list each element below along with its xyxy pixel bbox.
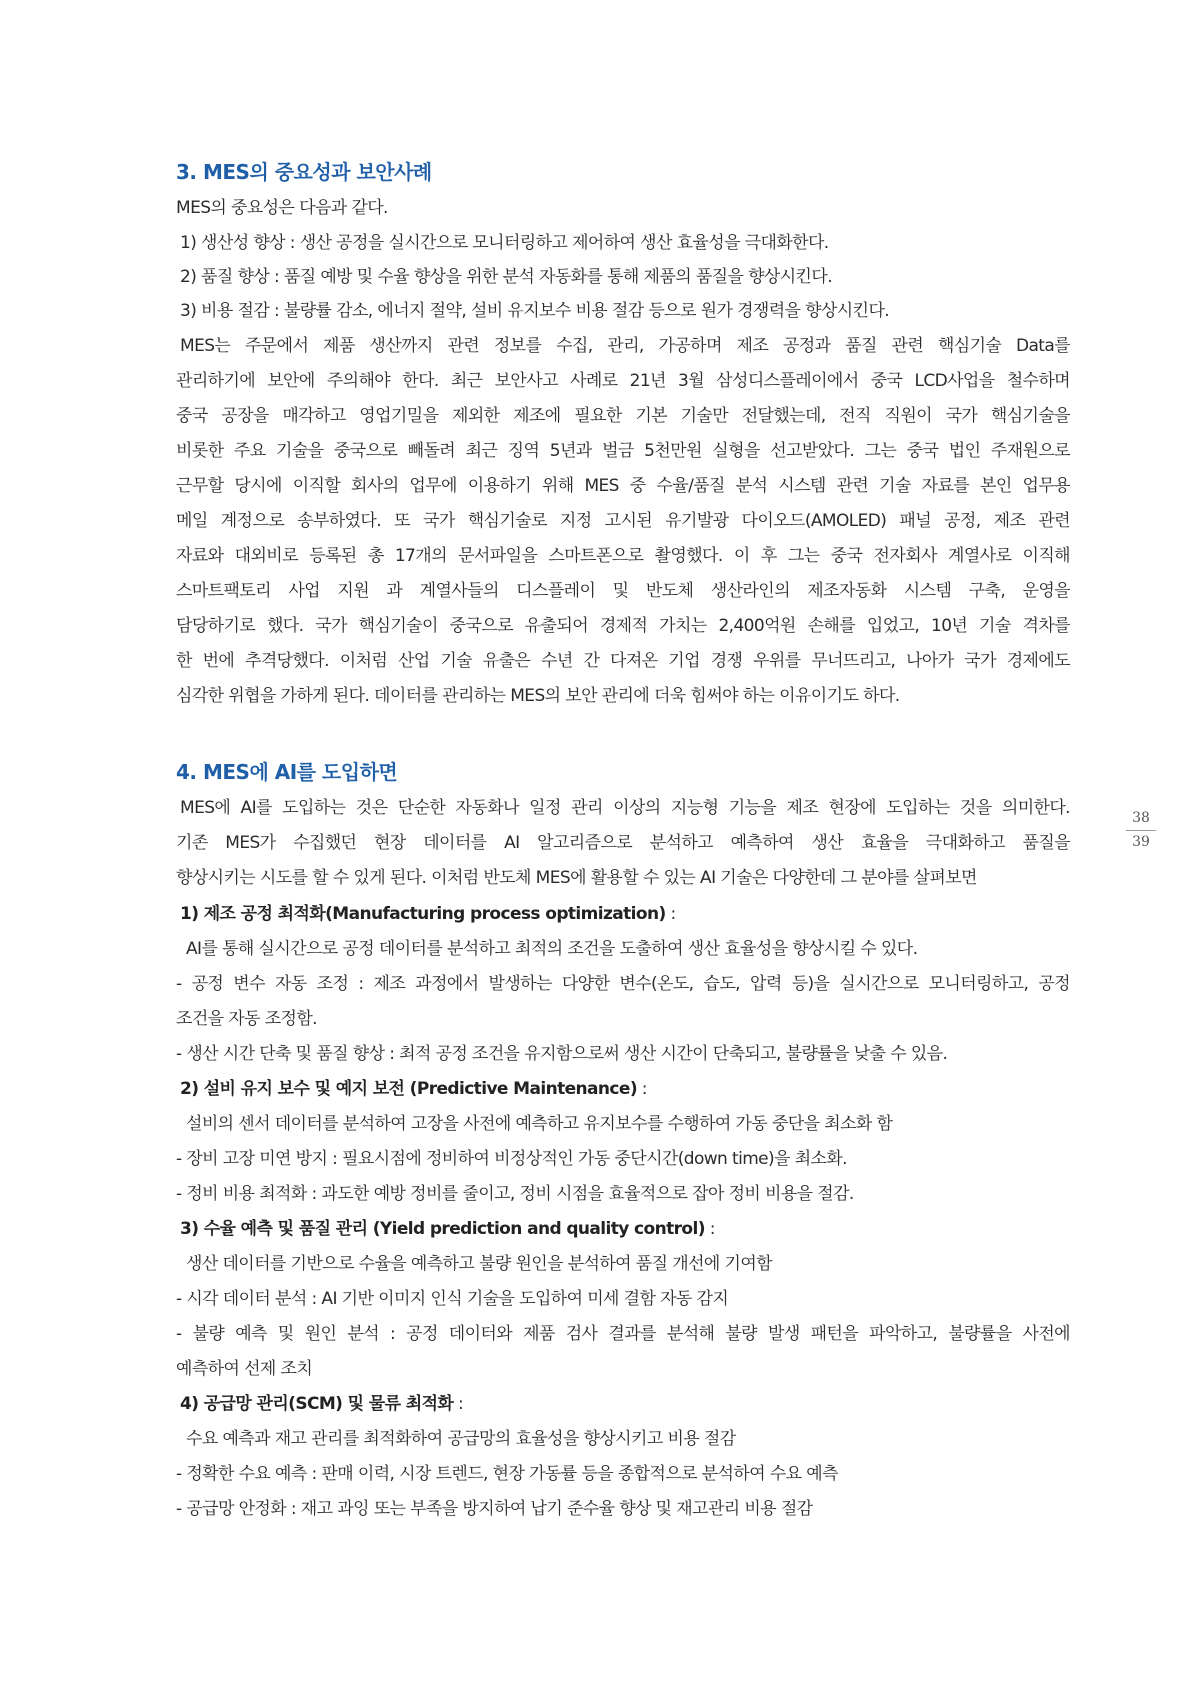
subsection-3-title xyxy=(180,1218,1074,1240)
paragraph-line: 관리하기에 보안에 주의해야 한다. 최근 보안사고 사례로 21년 3월 삼성디스플레이에서 중국 LCD사업을 철수하며 xyxy=(176,371,1070,391)
bullet-item-continuation: 조건을 자동 조정함. xyxy=(176,1009,317,1029)
list-item: 1) 생산성 향상 : 생산 공정을 실시간으로 모니터링하고 제어하여 생산 효율성을 극대화한다. xyxy=(180,233,829,253)
subsection-description: 설비의 센서 데이터를 분석하여 고장을 사전에 예측하고 유지보수를 수행하여 가동 중단을 최소화 함 xyxy=(186,1114,893,1134)
paragraph-line: MES는 주문에서 제품 생산까지 관련 정보를 수집, 관리, 가공하며 제조 공정과 품질 관련 핵심기술 Data를 xyxy=(180,336,1070,356)
page-number-right: 39 xyxy=(1132,834,1150,850)
subsection-4-title xyxy=(180,1393,1074,1415)
section-4-heading: 4. MES에 AI를 도입하면 xyxy=(176,760,398,784)
paragraph-line: 한 번에 추격당했다. 이처럼 산업 기술 유출은 수년 간 다져온 기업 경쟁 우위를 무너뜨리고, 나아가 국가 경제에도 xyxy=(176,651,1070,671)
subsection-description: 수요 예측과 재고 관리를 최적화하여 공급망의 효율성을 향상시키고 비용 절감 xyxy=(186,1429,736,1449)
section-3-heading: 3. MES의 중요성과 보안사례 xyxy=(176,160,432,184)
subsection-title-colon: : xyxy=(704,1219,715,1239)
paragraph-line: 심각한 위협을 가하게 된다. 데이터를 관리하는 MES의 보안 관리에 더욱 힘써야 하는 이유이기도 하다. xyxy=(176,686,900,706)
list-item: 3) 비용 절감 : 불량률 감소, 에너지 절약, 설비 유지보수 비용 절감 등으로 원가 경쟁력을 향상시킨다. xyxy=(180,301,890,321)
bullet-item: - 공정 변수 자동 조정 : 제조 과정에서 발생하는 다양한 변수(온도, 습도, 압력 등)을 실시간으로 모니터링하고, 공정 xyxy=(176,974,1070,994)
bullet-item: - 시각 데이터 분석 : AI 기반 이미지 인식 기술을 도입하여 미세 결함 자동 감지 xyxy=(176,1289,729,1309)
paragraph-line: 중국 공장을 매각하고 영업기밀을 제외한 제조에 필요한 기본 기술만 전달했는데, 전직 직원이 국가 핵심기술을 xyxy=(176,406,1070,426)
list-item: 2) 품질 향상 : 품질 예방 및 수율 향상을 위한 분석 자동화를 통해 제품의 품질을 향상시킨다. xyxy=(180,267,833,287)
bullet-item-continuation: 예측하여 선제 조치 xyxy=(176,1359,313,1379)
subsection-description: AI를 통해 실시간으로 공정 데이터를 분석하고 최적의 조건을 도출하여 생산 효율성을 향상시킬 수 있다. xyxy=(186,939,918,959)
bullet-item: - 공급망 안정화 : 재고 과잉 또는 부족을 방지하여 납기 준수율 향상 및 재고관리 비용 절감 xyxy=(176,1499,813,1519)
paragraph-line: 기존 MES가 수집했던 현장 데이터를 AI 알고리즘으로 분석하고 예측하여 생산 효율을 극대화하고 품질을 xyxy=(176,833,1070,853)
paragraph-line: 근무할 당시에 이직할 회사의 업무에 이용하기 위해 MES 중 수율/품질 분석 시스템 관련 기술 자료를 본인 업무용 xyxy=(176,476,1070,496)
page-number-divider xyxy=(1126,830,1156,831)
subsection-title-text: 2) 설비 유지 보수 및 예지 보전 (Predictive Maintenance) xyxy=(180,1079,637,1099)
subsection-title-text: 3) 수율 예측 및 품질 관리 (Yield prediction and quality control) xyxy=(180,1219,705,1239)
bullet-item: - 생산 시간 단축 및 품질 향상 : 최적 공정 조건을 유지함으로써 생산 시간이 단축되고, 불량률을 낮출 수 있음. xyxy=(176,1044,948,1064)
paragraph-line: 담당하기로 했다. 국가 핵심기술이 중국으로 유출되어 경제적 가치는 2,400억원 손해를 입었고, 10년 기술 격차를 xyxy=(176,616,1070,636)
paragraph-line: 비롯한 주요 기술을 중국으로 빼돌려 최근 징역 5년과 벌금 5천만원 실형을 선고받았다. 그는 중국 법인 주재원으로 xyxy=(176,441,1070,461)
paragraph-line: 메일 계정으로 송부하였다. 또 국가 핵심기술로 지정 고시된 유기발광 다이오드(AMOLED) 패널 공정, 제조 관련 xyxy=(176,511,1070,531)
subsection-title-text: 4) 공급망 관리(SCM) 및 물류 최적화 xyxy=(180,1394,454,1414)
bullet-item: - 정비 비용 최적화 : 과도한 예방 정비를 줄이고, 정비 시점을 효율적으로 잡아 정비 비용을 절감. xyxy=(176,1184,854,1204)
subsection-2-title xyxy=(180,1078,1074,1100)
bullet-item: - 정확한 수요 예측 : 판매 이력, 시장 트렌드, 현장 가동률 등을 종합적으로 분석하여 수요 예측 xyxy=(176,1464,838,1484)
subsection-title-text: 1) 제조 공정 최적화(Manufacturing process optimization) xyxy=(180,904,666,924)
subsection-title-colon: : xyxy=(453,1394,464,1414)
paragraph-line: MES에 AI를 도입하는 것은 단순한 자동화나 일정 관리 이상의 지능형 기능을 제조 현장에 도입하는 것을 의미한다. xyxy=(180,798,1070,818)
bullet-item: - 불량 예측 및 원인 분석 : 공정 데이터와 제품 검사 결과를 분석해 불량 발생 패턴을 파악하고, 불량률을 사전에 xyxy=(176,1324,1070,1344)
paragraph-line: 향상시키는 시도를 할 수 있게 된다. 이처럼 반도체 MES에 활용할 수 있는 AI 기술은 다양한데 그 분야를 살펴보면 xyxy=(176,868,977,888)
subsection-title-colon: : xyxy=(665,904,676,924)
paragraph-line: 스마트팩토리 사업 지원 과 계열사들의 디스플레이 및 반도체 생산라인의 제조자동화 시스템 구축, 운영을 xyxy=(176,581,1070,601)
section-3-intro: MES의 중요성은 다음과 같다. xyxy=(176,198,388,218)
subsection-1-title xyxy=(180,903,1074,925)
page-number-left: 38 xyxy=(1132,810,1150,826)
subsection-description: 생산 데이터를 기반으로 수율을 예측하고 불량 원인을 분석하여 품질 개선에 기여함 xyxy=(186,1254,772,1274)
bullet-item: - 장비 고장 미연 방지 : 필요시점에 정비하여 비정상적인 가동 중단시간(down time)을 최소화. xyxy=(176,1149,847,1169)
subsection-title-colon: : xyxy=(637,1079,647,1099)
paragraph-line: 자료와 대외비로 등록된 총 17개의 문서파일을 스마트폰으로 촬영했다. 이 후 그는 중국 전자회사 계열사로 이직해 xyxy=(176,546,1070,566)
